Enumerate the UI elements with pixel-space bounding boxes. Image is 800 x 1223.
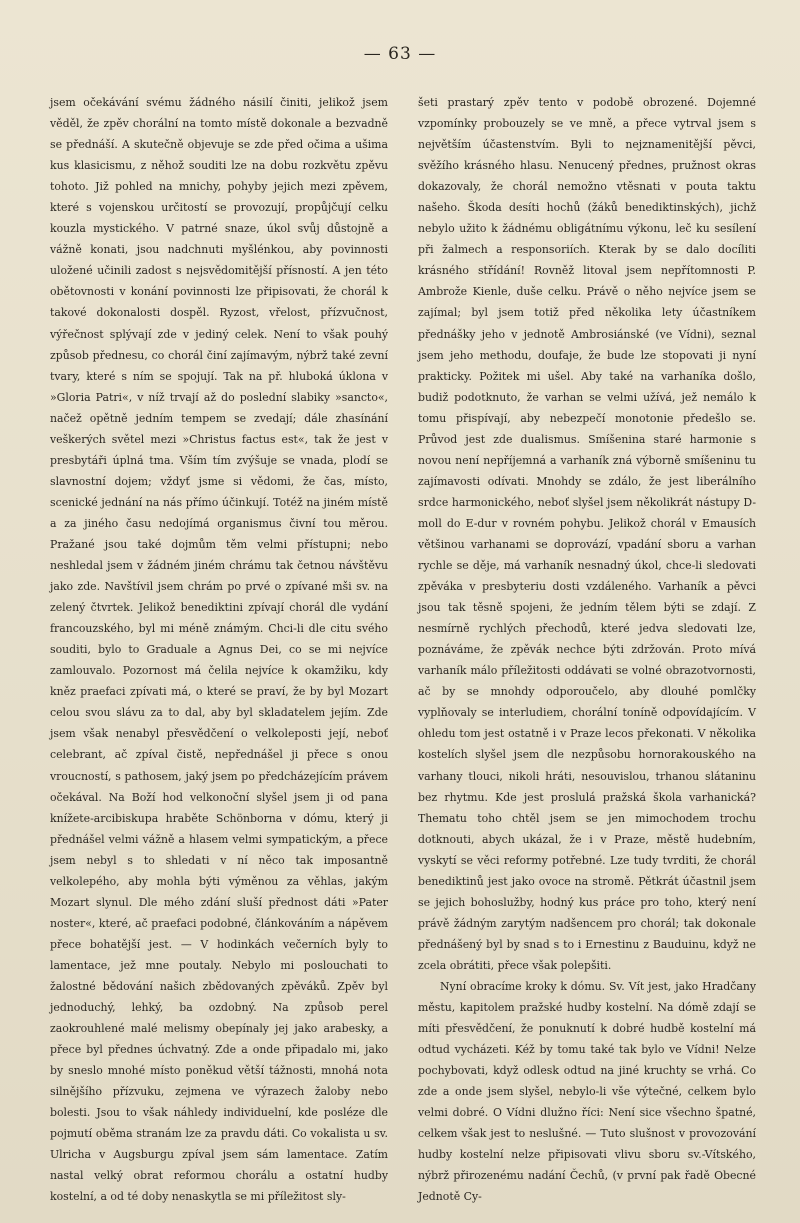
text-columns: [50, 92, 756, 1204]
right-paragraph-1: šeti prastarý zpěv tento v podobě obrozené. Dojemné vzpomínky probouzely se ve mně, a přece vytrval jsem s největším účastenstvím. Byli to nejznamenitější pěvci, svěžího krásného hlasu. Nenucený přednes, pružnost okras dokazovaly, že chorál nemožno vtěsnati v pouta taktu našeho. Škoda desíti hochů (žáků benediktinských), jichž nebylo užito k žádnému obligátnímu výkonu, leč ku sesílení při žalmech a responsoriích. Kterak by se dalo docíliti krásného střídání! Rovněž litoval jsem nepřítomnosti P. Ambrože Kienle, duše celku. Právě o něho nejvíce jsem se zajímal; byl jsem totiž před několika lety účastníkem přednášky jeho v jednotě Ambrosiánské (ve Vídni), seznal jsem jeho methodu, doufaje, že bude lze stopovati ji nyní prakticky. Požitek mi ušel. Aby také na varhaníka došlo, budiž podotknuto, že varhan se velmi užívá, jež nemálo k tomu přispívají, aby nebezpečí monotonie předešlo se. Průvod jest zde dualismus. Smíšenina staré harmonie s novou není nepříjemná a varhaník zná výborně smíšeninu tu zajímavosti odívati. Mnohdy se zdálo, že jest liberálního srdce harmonického, neboť slyšel jsem několikrát nástupy D-moll do E-dur v rovném pohybu. Jelikož chorál v Emausích většinou varhanami se doprovází, vpadání sboru a varhan rychle se děje, má varhaník nesnadný úkol, chce-li sledovati zpěváka v presbyteriu dosti vzdáleného. Varhaník a pěvci jsou tak těsně spojeni, že jedním tělem býti se zdají. Z nesmírně rychlých přechodů, které jedva sledovati lze, poznáváme, že zpěvák nechce býti zdržován. Proto mívá varhaník málo příležitosti oddávati se volné obrazotvornosti, ač by se mnohdy odporoučelo, aby dlouhé pomlčky vyplňovaly se interludiem, chorální toníně odpovídajícím. V ohledu tom jest ostatně i v Praze lecos překonati. V několika kostelích slyšel jsem dle nezpůsobu hornorakouského na varhany tlouci, nikoli hráti, nesouvislou, trhanou slátaninu bez rhytmu. Kde jest proslulá pražská škola varhanická? Thematu toho chtěl jsem se jen mimochodem trochu dotknouti, abych ukázal, že i v Praze, městě hudebním, vyskytí se věci reformy potřebné. Lze tudy tvrditi, že chorál benediktinů jest jako ovoce na stromě. Pětkrát účastnil jsem se jejich bohoslužby, hodný kus práce pro toho, který není právě žádným zarytým nadšencem pro chorál; tak dokonale přednášený byl by snad s to i Ernestinu z Bauduinu, když ne zcela obrátiti, přece však polepšiti.: [418, 96, 756, 972]
page-number: — 63 —: [363, 44, 437, 64]
right-paragraph-2: Nyní obracíme kroky k dómu. Sv. Vít jest, jako Hradčany městu, kapitolem pražské hudby kostelní. Na dómě zdají se míti přesvědčení, že ponuknutí k dobré hudbě kostelní má odtud vycházeti. Kéž by tomu také tak bylo ve Vídni! Nelze pochybovati, když odlesk odtud na jiné kruchty se vrhá. Co zde a onde jsem slyšel, nebylo-li vše výtečné, celkem bylo velmi dobré. O Vídni dlužno říci: Není sice všechno špatné, celkem však jest to neslušné. — Tuto slušnost v provozování hudby kostelní nelze připisovati vlivu sboru sv.-Vítského, nýbrž přirozenému nadání Čechů, (v první pak řadě Obecné Jednotě Cy-: [418, 979, 756, 1204]
left-column: [50, 92, 388, 1204]
right-column: [418, 92, 756, 1204]
left-paragraph: jsem očekávání svému žádného násilí činiti, jelikož jsem věděl, že zpěv chorální na tomto místě dokonale a bezvadně se přednáší. A skutečně objevuje se zde před očima a ušima kus klasicismu, z něhož souditi lze na dobu rozkvětu zpěvu tohoto. Již pohled na mnichy, pohyby jejich mezi zpěvem, které s vojenskou určitostí se provozují, propůjčují celku kouzla mystického. V patrné snaze, úkol svůj důstojně a vážně konati, jsou nadchnuti myšlénkou, aby povinnosti uložené učinili zadost s nejsvědomitější přísností. A jen této obětovnosti v konání povinnosti lze připisovati, že chorál k takové dokonalosti dospěl. Ryzost, vřelost, přízvučnost, výřečnost splývají zde v jediný celek. Není to však pouhý způsob přednesu, co chorál činí zajímavým, nýbrž také zevní tvary, které s ním se spojují. Tak na př. hluboká úklona v »Gloria Patri«, v níž trvají až do poslední slabiky »sancto«, načež opětně jedním tempem se zvedají; dále zhasínání veškerých světel mezi »Christus factus est«, tak že jest v presbytáři úplná tma. Vším tím zvýšuje se vnada, plodí se slavnostní dojem; vždyť jsme si vědomi, že čas, místo, scenické jednání na nás přímo účinkují. Totéž na jiném místě a za jiného času nedojímá organismus čivní tou měrou. Pražané jsou také dojmům těm velmi přístupni; nebo neshledal jsem v žádném jiném chrámu tak četnou návštěvu jako zde. Navštívil jsem chrám po prvé o zpívané mši sv. na zelený čtvrtek. Jelikož benediktini zpívají chorál dle vydání francouzského, byl mi méně známým. Chci-li dle citu svého souditi, bylo to Graduale a Agnus Dei, co se mi nejvíce zamlouvalo. Pozornost má čelila nejvíce k okamžiku, kdy kněz praefaci zpívati má, o které se praví, že by byl Mozart celou svou slávu za to dal, aby byl skladatelem jejím. Zde jsem však nenabyl přesvědčení o velkoleposti její, neboť celebrant, ač zpíval čistě, nepřednášel ji přece s onou vroucností, s pathosem, jaký jsem po předcházejícím právem očekával. Na Boží hod velkonoční slyšel jsem ji od pana knížete-arcibiskupa hraběte Schönborna v dómu, který ji přednášel velmi vážně a hlasem velmi sympatickým, a přece jsem nebyl s to shledati v ní něco tak imposantně velkolepého, aby mohla býti výměnou za věhlas, jakým Mozart slynul. Dle mého zdání sluší přednost dáti »Pater noster«, které, ač praefaci podobné, článkováním a nápěvem přece bohatější jest. — V hodinkách večerních byly to lamentace, jež mne poutaly. Nebylo mi poslouchati to žalostné bědování našich zbědovaných zpěváků. Zpěv byl jednoduchý, lehký, ba ozdobný. Na způsob perel zaokrouhlené malé melismy obepínaly jej jako arabesky, a přece byl přednes úchvatný. Zde a onde připadalo mi, jako by sneslo mnohé místo poněkud větší tážnosti, mnohá nota silnějšího přízvuku, zejmena ve výrazech žaloby nebo bolesti. Jsou to však náhledy individuelní, kde posléze dle pojmutí oběma stranám lze za pravdu dáti. Co vokalista u sv. Ulricha v Augsburgu zpíval jsem sám lamentace. Zatím nastal velký obrat reformou chorálu a ostatní hudby kostelní, a od té doby nenaskytla se mi příležitost sly-: [50, 96, 388, 1204]
